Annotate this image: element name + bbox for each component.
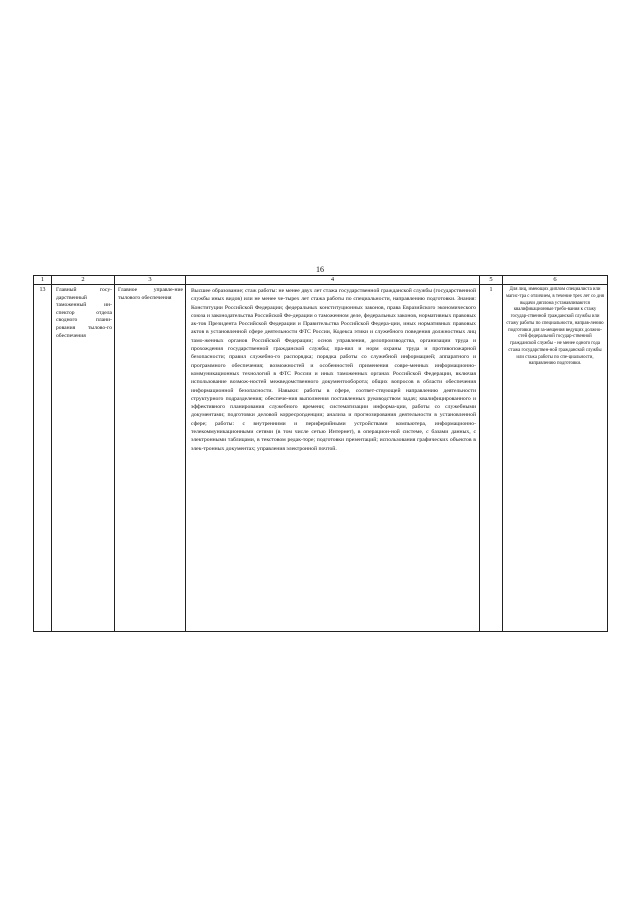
row-number-cell [34,285,52,632]
position-cell [52,285,115,632]
page-number: 16 [316,265,324,274]
position-title: Главный госу-дарственный таможенный ин-спектор отдела сводного плани-рования тылово-го обеспечения [56,287,112,339]
row-number: 13 [39,287,46,293]
header-col-3: 3 [115,276,186,285]
header-col-5: 5 [480,276,503,285]
table-row [34,285,608,632]
col5-cell [480,285,503,632]
note-cell [503,285,608,632]
header-col-1: 1 [34,276,52,285]
requirements-text: Высшее образование; стаж работы: не менее двух лет стажа государственной гражданской службы (государственной службы иных видов) или не менее че-тырех лет стажа работы по специальности, направлению подготовки. Знания: Конституции Российской Федерации; федеральных конституционных законов, права Евразийского экономического союза и законодательства Российской Фе-дерации о таможенном деле, федеральных законов, нормативных правовых ак-тов Президента Российской Федерации и Правительства Российской Федера-ции, иных нормативных правовых актов в установленной сфере деятельности ФТС России, Кодекса этики и служебного поведения должностных лиц тамо-женных органов Российской Федерации; основ управления, делопроизводства, организации труда и прохождения государственной гражданской службы; пра-вил и норм охраны труда и противопожарной безопасности; правил служебно-го распорядка; порядка работы со служебной информацией; аппаратного и программного обеспечения; возможностей и особенностей применения совре-менных информационно-коммуникационных технологий в ФТС России и иных таможенных органах Российской Федерации, включая использование возмож-ностей межведомственного документооборота; общих вопросов в области обеспечения информационной безопасности. Навыки: работы в сфере, соответ-ствующей направлению деятельности структурного подразделения; обеспече-ния выполнения поставленных руководством задач; квалифицированного и эффективного планирования служебного времени; систематизации информа-ции, работы со служебными документами; подготовки деловой корресponденции; анализа и прогнозирования деятельности в установленной сфере; работы: с внутренними и периферийными устройствами компьютера, информационно-телекоммуникационными сетями (в том числе сетью Интернет), в операцион-ной системе, с базами данных, с электронными таблицами, в текстовом редак-торе; подготовки презентаций; использования графических объектов в элек-тронных документах; управления электронной почтой. [191,288,476,452]
col5-value: 1 [489,287,493,293]
division-cell [115,285,186,632]
header-col-6: 6 [503,276,608,285]
division-name: Главное управле-ние тылового обеспечения [118,287,183,301]
header-col-4: 4 [186,276,480,285]
qualification-table [33,275,608,632]
header-col-2: 2 [52,276,115,285]
note-text: Для лиц, имеющих диплом специалиста или магис-тра с отличием, в течение трех лет со дня выдачи диплома устанавливаются квалификационные требо-вания к стажу государ-ственной гражданской службы или стажу работы по специальности, направ-лению подготовки для за-мещения ведущих должно-стей федеральной государ-ственной гражданской службы - не менее одного года стажа государствен-ной гражданской службы или стажа работы по спе-циальности, направлению подготовки. [506,287,604,367]
requirements-cell [186,285,480,632]
header-row [34,276,608,285]
